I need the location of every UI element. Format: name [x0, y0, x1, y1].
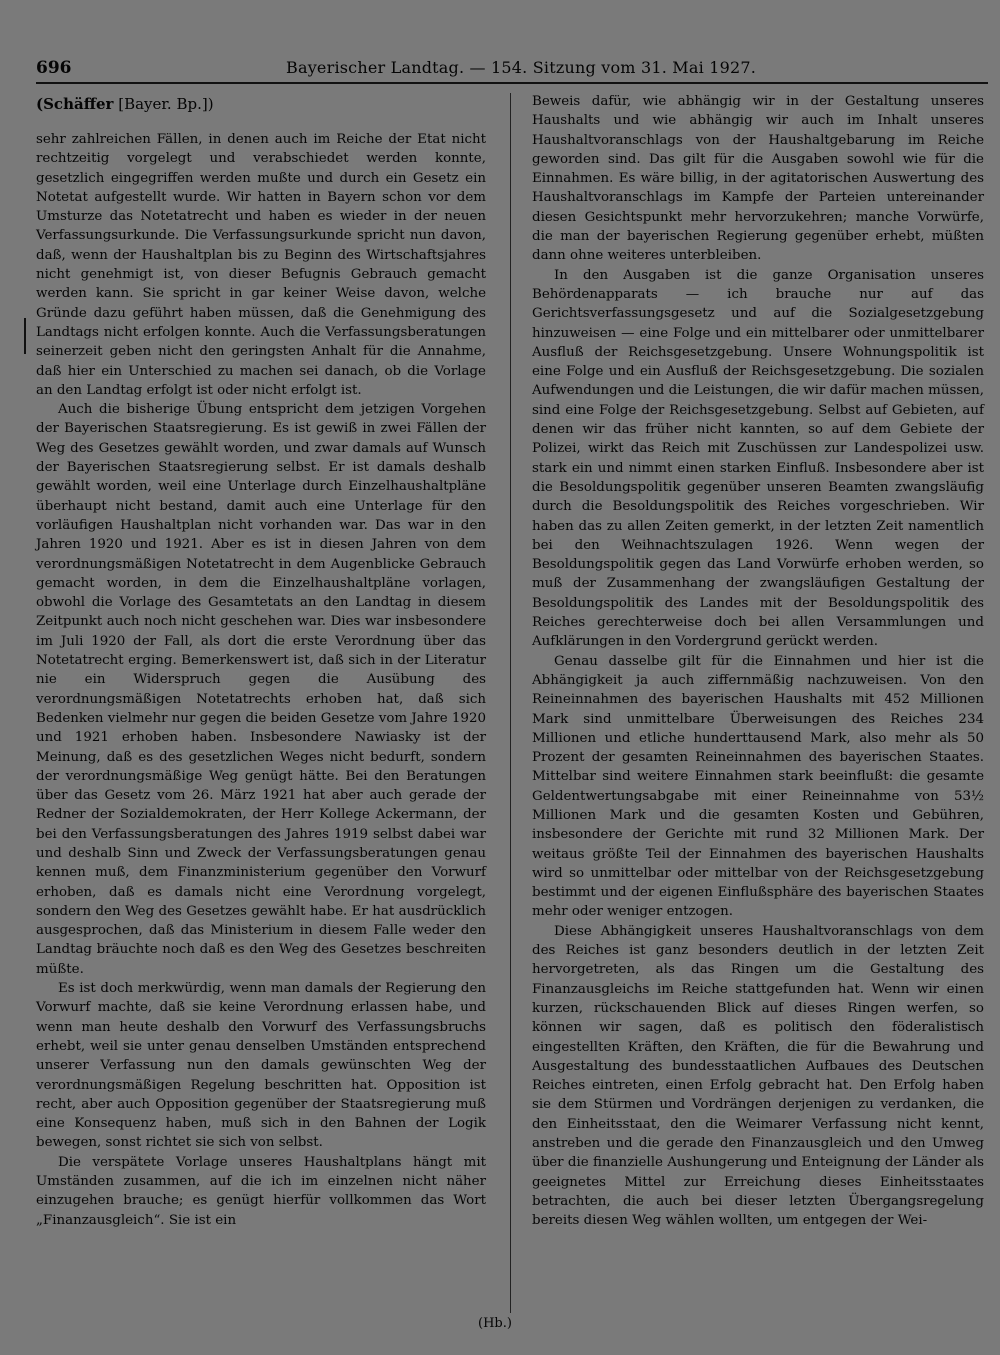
paragraph: Es ist doch merkwürdig, wenn man damals der Regierung den Vorwurf machte, daß sie keine Verordnung erlassen habe, und wenn man heute deshalb den Vorwurf des Verfassungsbruchs erhebt, weil sie unter genau denselben Umständen entsprechend unserer Verfassung nun den damals gewünschten Weg der verordnungsmäßigen Regelung beschritten hat. Opposition ist recht, aber auch Opposition gegenüber der Staatsregierung muß eine Konsequenz haben, muß sich in den Bahnen der Logik bewegen, sonst richtet sie sich von selbst. — [36, 981, 486, 1151]
page-footer: (Hb.) — [478, 1316, 512, 1331]
page-number: 696 — [36, 58, 72, 78]
margin-mark — [24, 318, 26, 354]
speaker-name: (Schäffer — [36, 95, 114, 113]
right-column — [532, 92, 984, 1231]
running-title: Bayerischer Landtag. — 154. Sitzung vom 31. Mai 1927. — [286, 58, 757, 77]
paragraph: Diese Abhängigkeit unseres Haushaltvoranschlags von dem des Reiches ist ganz besonders deutlich in der letzten Zeit hervorgetreten, als das Ringen um die Gestaltung des Finanzausgleichs im Reiche stattgefunden hat. Wenn wir einen kurzen, rückschauenden Blick auf dieses Ringen werfen, so können wir sagen, daß es politisch den föderalistisch eingestellten Kräften, den Kräften, die für die Bewahrung und Ausgestaltung des bundesstaatlichen Aufbaues des Deutschen Reiches eintreten, einen Erfolg gebracht hat. Den Erfolg haben sie dem Stürmen und Vordrängen derjenigen zu verdanken, die den Einheitsstaat, den die Weimarer Verfassung nicht kennt, anstreben und die gerade den Finanzausgleich und den Umweg über die finanzielle Aushungerung und Enteignung der Länder als geeignetes Mittel zur Erreichung dieses Einheitsstaates betrachten, die auch bei dieser letzten Übergangsregelung bereits diesen Weg wählen wollten, um entgegen der Wei- — [532, 923, 984, 1229]
left-column — [36, 92, 486, 1230]
speaker-line — [36, 92, 486, 116]
page-header — [36, 58, 990, 84]
paragraph: Genau dasselbe gilt für die Einnahmen und hier ist die Abhängigkeit ja auch ziffernmäßig nachzuweisen. Von den Reineinnahmen des bayerischen Haushalts mit 452 Millionen Mark sind unmittelbare Überweisungen des Reiches 234 Millionen und etliche hunderttausend Mark, also mehr als 50 Prozent der gesamten Reineinnahmen des bayerischen Staates. Mittelbar sind weitere Einnahmen stark beeinflußt: die gesamte Geldentwertungsabgabe mit einer Reineinnahme von 53½ Millionen Mark und die gesamten Kosten und Gebühren, insbesondere der Gerichte mit rund 32 Millionen Mark. Der weitaus größte Teil der Einnahmen des bayerischen Haushalts wird so unmittelbar oder mittelbar von der Reichsgesetzgebung bestimmt und der eigenen Einflußsphäre des bayerischen Staates mehr oder weniger entzogen. — [532, 653, 984, 920]
paragraph: In den Ausgaben ist die ganze Organisation unseres Behördenapparats — ich brauche nur auf das Gerichtsverfassungsgesetz und auf die Sozialgesetzgebung hinzuweisen — eine Folge und ein mittelbarer oder unmittelbarer Ausfluß der Reichsgesetzgebung. Unsere Wohnungspolitik ist eine Folge und ein Ausfluß der Reichsgesetzgebung. Die sozialen Aufwendungen und die Leistungen, die wir dafür machen müssen, sind eine Folge der Reichsgesetzgebung. Selbst auf Gebieten, auf denen wir das früher nicht kannten, so auf dem Gebiete der Polizei, wirkt das Reich mit Zuschüssen zur Landespolizei usw. stark ein und nimmt einen starken Einfluß. Insbesondere aber ist die Besoldungspolitik gegenüber unseren Beamten zwangsläufig durch die Besoldungspolitik des Reiches vorgeschrieben. Wir haben das zu allen Zeiten gemerkt, in der letzten Zeit namentlich bei den Weihnachtszulagen 1926. Wenn wegen der Besoldungspolitik gegen das Land Vorwürfe erhoben werden, so muß der Zusammenhang der zwangsläufigen Gestaltung der Besoldungspolitik des Landes mit der Besoldungspolitik des Reiches gerechterweise doch bei allen Versammlungen und Aufklärungen in den Vordergrund gerückt werden. — [532, 267, 984, 650]
paragraph: Beweis dafür, wie abhängig wir in der Gestaltung unseres Haushalts und wie abhängig wir auch im Inhalt unseres Haushaltvoranschlags von der Haushaltgebarung im Reiche geworden sind. Das gilt für die Ausgaben sowohl wie für die Einnahmen. Es wäre billig, in der agitatorischen Auswertung des Haushaltvoranschlags im Kampfe der Parteien untereinander diesen Gesichtspunkt mehr hervorzukehren; manche Vorwürfe, die man der bayerischen Regierung gegenüber erhebt, müßten dann ohne weiteres unterbleiben. — [532, 94, 984, 264]
header-rule — [36, 82, 988, 84]
paragraph: Auch die bisherige Übung entspricht dem jetzigen Vorgehen der Bayerischen Staatsregierung. Es ist gewiß in zwei Fällen der Weg des Gesetzes gewählt worden, und zwar damals auf Wunsch der Bayerischen Staatsregierung selbst. Er ist damals deshalb gewählt worden, weil eine Unterlage durch Einzelhaushaltpläne überhaupt nicht bestand, damit auch eine Unterlage für den vorläufigen Haushaltplan nicht vorhanden war. Das war in den Jahren 1920 und 1921. Aber es ist in diesen Jahren von dem verordnungsmäßigen Notetatrecht in dem Augenblicke Gebrauch gemacht worden, in dem die Einzelhaushaltpläne vorlagen, obwohl die Vorlage des Gesamtetats an den Landtag in diesem Zeitpunkt auch noch nicht geschehen war. Dies war insbesondere im Juli 1920 der Fall, als dort die erste Verordnung über das Notetatrecht erging. Bemerkenswert ist, daß sich in der Literatur nie ein Widerspruch gegen die Ausübung des verordnungsmäßigen Notetatrechts erhoben hat, daß sich Bedenken vielmehr nur gegen die beiden Gesetze vom Jahre 1920 und 1921 erhoben haben. Insbesondere Nawiasky ist der Meinung, daß es des gesetzlichen Weges nicht bedurft, sondern der verordnungsmäßige Weg genügt hätte. Bei den Beratungen über das Gesetz vom 26. März 1921 hat aber auch gerade der Redner der Sozialdemokraten, der Herr Kollege Ackermann, der bei den Verfassungsberatungen des Jahres 1919 selbst dabei war und deshalb Sinn und Zweck der Verfassungsberatungen genau kennen muß, dem Finanzministerium gegenüber den Vorwurf erhoben, daß es damals nicht eine Verordnung vorgelegt, sondern den Weg des Gesetzes gewählt habe. Er hat ausdrücklich ausgesprochen, daß das Ministerium in diesem Falle weder den Landtag bräuchte noch daß es den Weg des Gesetzes beschreiten müßte. — [36, 402, 486, 977]
paragraph: sehr zahlreichen Fällen, in denen auch im Reiche der Etat nicht rechtzeitig vorgelegt und verabschiedet werden konnte, gesetzlich eingegriffen werden mußte und durch ein Gesetz ein Notetat aufgestellt wurde. Wir hatten in Bayern schon vor dem Umsturze das Notetatrecht und haben es wieder in der neuen Verfassungsurkunde. Die Verfassungsurkunde spricht nun davon, daß, wenn der Haushaltplan bis zu Beginn des Wirtschaftsjahres nicht genehmigt ist, von dieser Befugnis Gebrauch gemacht werden kann. Sie spricht in gar keiner Weise davon, welche Gründe dazu geführt haben müssen, daß die Genehmigung des Landtags nicht erfolgen konnte. Auch die Verfassungsberatungen seinerzeit geben nicht den geringsten Anhalt für die Annahme, daß hier ein Unterschied zu machen sei danach, ob die Vorlage an den Landtag erfolgt ist oder nicht erfolgt ist. — [36, 132, 486, 398]
paragraph: Die verspätete Vorlage unseres Haushaltplans hängt mit Umständen zusammen, auf die ich im einzelnen nicht näher einzugehen brauche; es genügt hierfür vollkommen das Wort „Finanzausgleich“. Sie ist ein — [36, 1154, 486, 1228]
speaker-party: [Bayer. Bp.]) — [118, 95, 214, 113]
column-divider — [510, 93, 511, 1313]
